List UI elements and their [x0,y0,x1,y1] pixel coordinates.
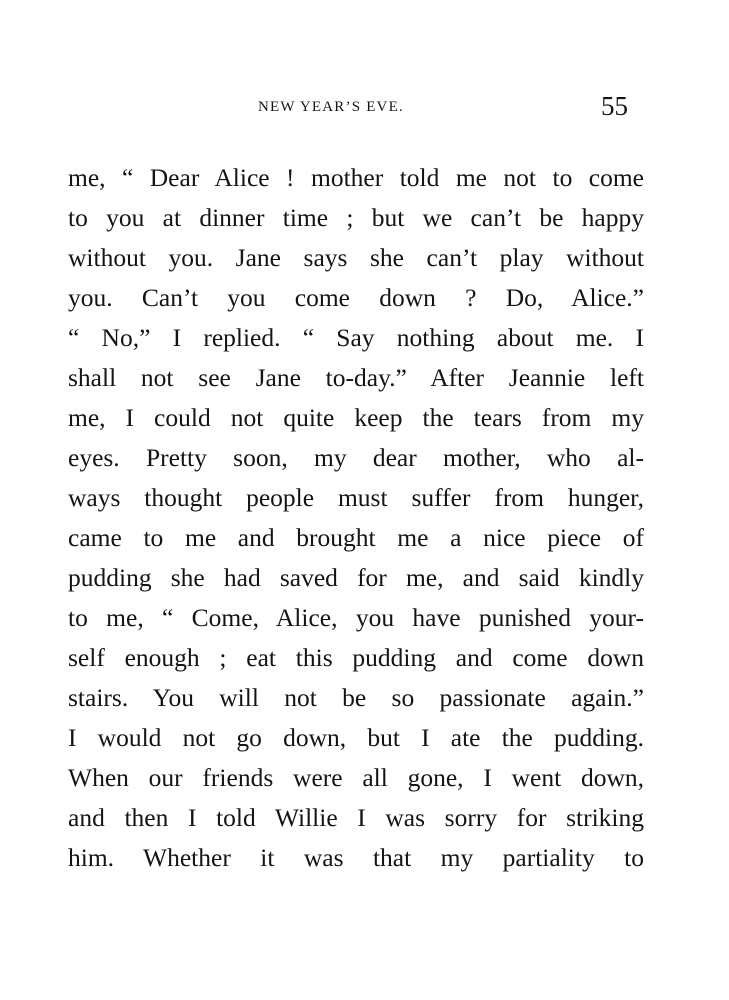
text-line: When our friends were all gone, I went down, [68,763,644,792]
text-line: shall not see Jane to-day.” After Jeannie left [68,363,644,392]
running-head [0,91,729,121]
text-line: stairs. You will not be so passionate again.” [68,683,644,712]
text-line: to me, “ Come, Alice, you have punished your- [68,603,644,632]
text-line: me, I could not quite keep the tears from my [68,403,644,432]
text-line: self enough ; eat this pudding and come down [68,643,644,672]
text-line: me, “ Dear Alice ! mother told me not to come [68,163,644,192]
text-line: and then I told Willie I was sorry for striking [68,803,644,832]
text-line: came to me and brought me a nice piece of [68,523,644,552]
text-line: “ No,” I replied. “ Say nothing about me. I [68,323,644,352]
text-line: you. Can’t you come down ? Do, Alice.” [68,283,644,312]
text-line: I would not go down, but I ate the pudding. [68,723,644,752]
running-title: NEW YEAR’S EVE. [258,99,404,115]
text-line: ways thought people must suffer from hunger, [68,483,644,512]
text-line: without you. Jane says she can’t play without [68,243,644,272]
text-line: pudding she had saved for me, and said kindly [68,563,644,592]
text-line: eyes. Pretty soon, my dear mother, who al- [68,443,644,472]
body-text [68,158,644,878]
text-line: him. Whether it was that my partiality to [68,843,644,872]
text-line: to you at dinner time ; but we can’t be happy [68,203,644,232]
page-number: 55 [601,91,628,121]
